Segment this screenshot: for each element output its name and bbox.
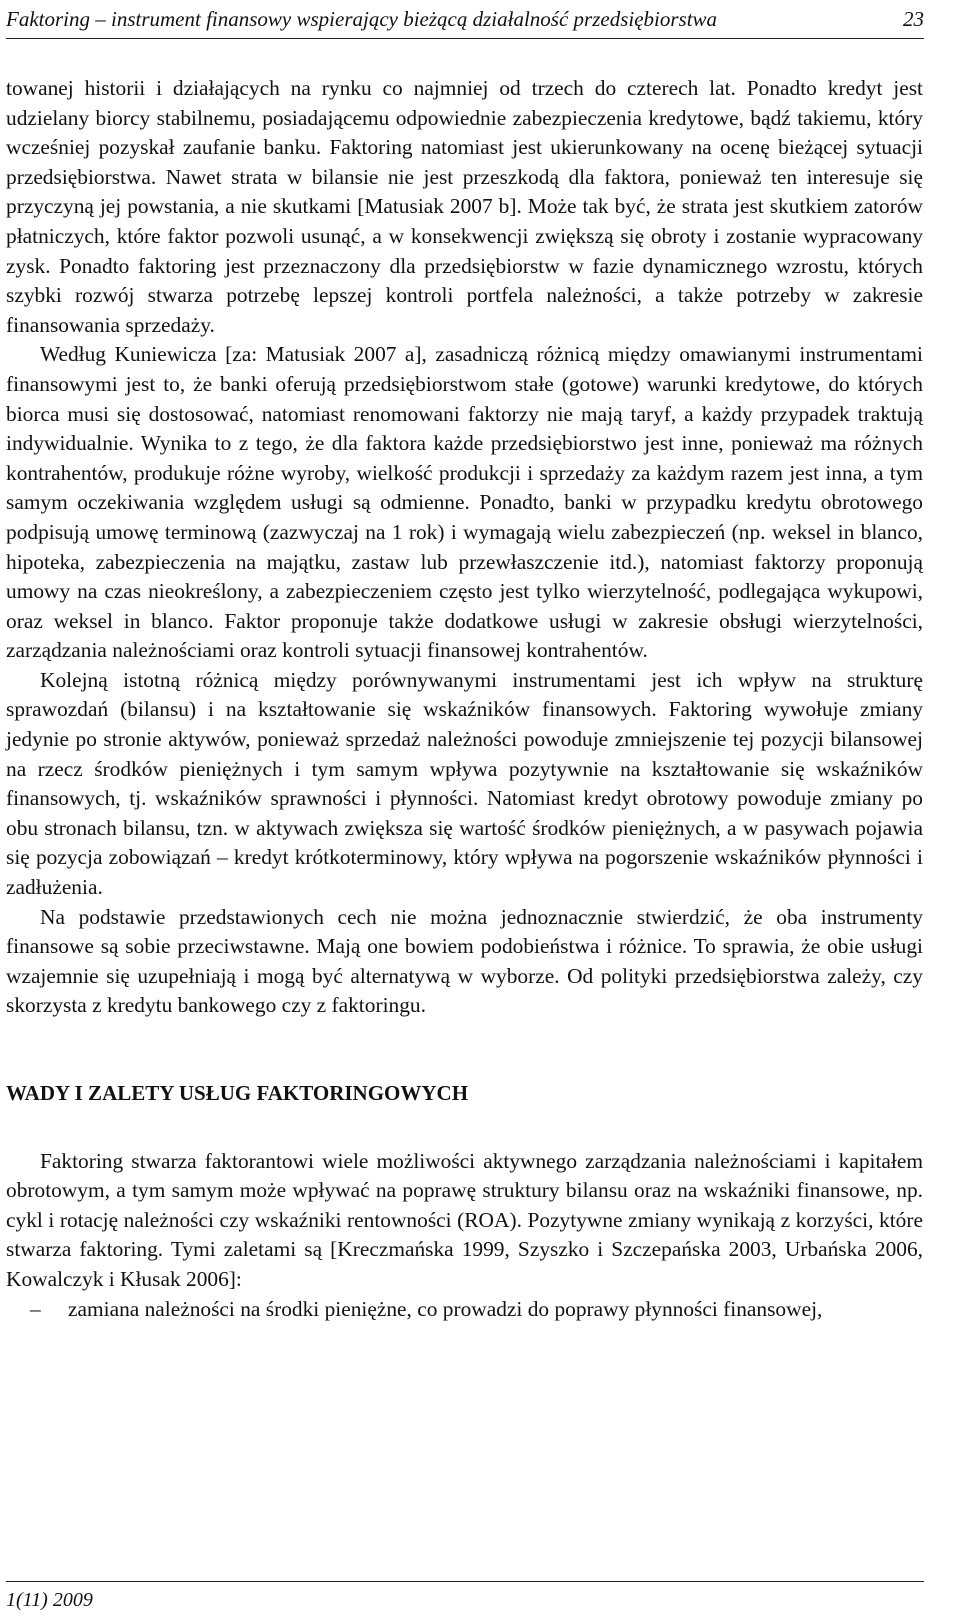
- body-text: [6, 74, 923, 1324]
- section-paragraph: Faktoring stwarza faktorantowi wiele możliwości aktywnego zarządzania należnościami i kapitałem obrotowym, a tym samym może wpływać na poprawę struktury bilansu oraz na wskaźniki finansowe, np. cykl i rotację należności czy wskaźniki rentowności (ROA). Pozytywne zmiany wynikają z korzyści, które stwarza faktoring. Tymi zaletami są [Kreczmańska 1999, Szyszko i Szczepańska 2003, Urbańska 2006, Kowalczyk i Kłusak 2006]:: [6, 1148, 923, 1291]
- list-item-text: zamiana należności na środki pieniężne, co prowadzi do poprawy płynności finansowej,: [68, 1296, 823, 1321]
- running-footer: [6, 1581, 924, 1614]
- bullet-marker: –: [30, 1296, 41, 1321]
- advantages-list: [6, 1295, 923, 1325]
- paragraph-3: Kolejną istotną różnicą między porównywanymi instrumentami jest ich wpływ na strukturę sprawozdań (bilansu) i na kształtowanie się wskaźników finansowych. Faktoring wywołuje zmiany jedynie po stronie aktywów, ponieważ sprzedaż należności powoduje zmniejszenie tej pozycji bilansowej na rzecz środków pieniężnych i tym samym wpływa pozytywnie na kształtowanie się wskaźników finansowych, tj. wskaźników sprawności i płynności. Natomiast kredyt obrotowy powoduje zmiany po obu stronach bilansu, tzn. w aktywach zwiększa się wartość środków pieniężnych, a w pasywach pojawia się pozycja zobowiązań – kredyt krótkoterminowy, który wpływa na pogorszenie wskaźników płynności i zadłużenia.: [6, 667, 923, 900]
- page-number: 23: [903, 7, 924, 31]
- running-header: [6, 4, 924, 39]
- paragraph-1: towanej historii i działających na rynku co najmniej od trzech do czterech lat. Ponadto kredyt jest udzielany biorcy stabilnemu, posiadającemu odpowiednie zabezpieczenia kredytowe, bądź takiemu, który wcześniej pozyskał zaufanie banku. Faktoring natomiast jest ukierunkowany na ocenę bieżącej sytuacji przedsiębiorstwa. Nawet strata w bilansie nie jest przeszkodą dla faktora, ponieważ ten interesuje się przyczyną jej powstania, a nie skutkami [Matusiak 2007 b]. Może tak być, że strata jest skutkiem zatorów płatniczych, które faktor pozwoli usunąć, a w konsekwencji zwiększą się obroty i zostanie wypracowany zysk. Ponadto faktoring jest przeznaczony dla przedsiębiorstw w fazie dynamicznego wzrostu, których szybki rozwój stwarza potrzebę lepszej kontroli portfela należności, a także potrzeby w zakresie finansowania sprzedaży.: [6, 76, 923, 337]
- paragraph-4: Na podstawie przedstawionych cech nie można jednoznacznie stwierdzić, że oba instrumenty finansowe są sobie przeciwstawne. Mają one bowiem podobieństwa i różnice. To sprawia, że obie usługi wzajemnie się uzupełniają i mogą być alternatywą w wyborze. Od polityki przedsiębiorstwa zależy, czy skorzysta z kredytu bankowego czy z faktoringu.: [6, 904, 923, 1018]
- header-title: Faktoring – instrument finansowy wspierający bieżącą działalność przedsiębiorstwa: [6, 7, 718, 31]
- list-item: [6, 1295, 923, 1325]
- paragraph-2: Według Kuniewicza [za: Matusiak 2007 a], zasadniczą różnicą między omawianymi instrumentami finansowymi jest to, że banki oferują przedsiębiorstwom stałe (gotowe) warunki kredytowe, do których biorca musi się dostosować, natomiast renomowani faktorzy nie mają taryf, a każdy przypadek traktują indywidualnie. Wynika to z tego, że dla faktora każde przedsiębiorstwo jest inne, ponieważ ma różnych kontrahentów, produkuje różne wyroby, wielkość produkcji i sprzedaży za każdym razem jest inna, a tym samym oczekiwania względem usługi są odmienne. Ponadto, banki w przypadku kredytu obrotowego podpisują umowę terminową (zazwyczaj na 1 rok) i wymagają wielu zabezpieczeń (np. weksel in blanco, hipoteka, zabezpieczenia na majątku, zastaw lub przewłaszczenie itd.), natomiast faktorzy proponują umowy na czas nieokreślony, a zabezpieczeniem często jest tylko wierzytelność, podlegająca wykupowi, oraz weksel in blanco. Faktor proponuje także dodatkowe usługi w zakresie obsługi wierzytelności, zarządzania należnościami oraz kontroli sytuacji finansowej kontrahentów.: [6, 342, 923, 663]
- section-heading: WADY I ZALETY USŁUG FAKTORINGOWYCH: [6, 1081, 469, 1105]
- issue-number: 1(11) 2009: [6, 1589, 93, 1611]
